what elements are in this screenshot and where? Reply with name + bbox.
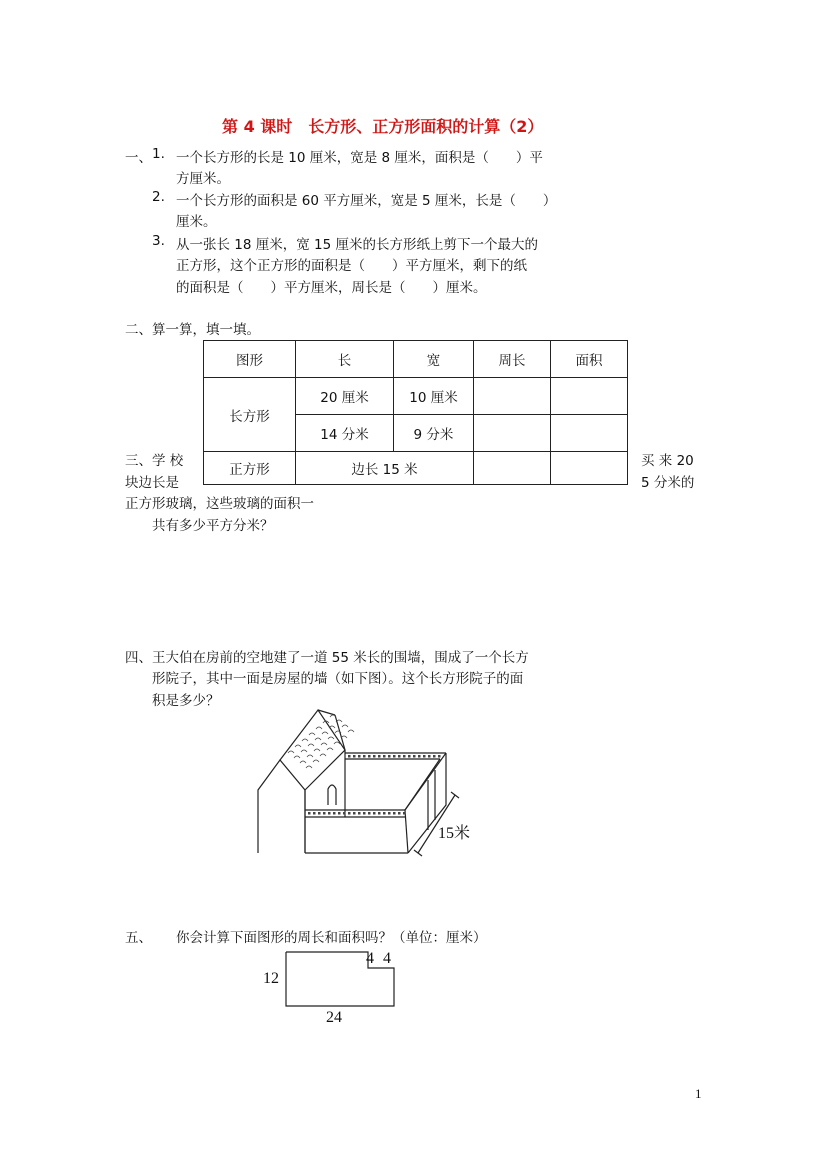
label-notch-height-4: 4 [383, 950, 391, 967]
q1-line1: 一个长方形的长是 10 厘米，宽是 8 厘米，面积是（ ）平 [176, 150, 543, 166]
q1-line2: 方厘米。 [176, 171, 230, 187]
q3-line3: 的面积是（ ）平方厘米，周长是（ ）厘米。 [176, 280, 487, 296]
label-notch-width-4: 4 [366, 950, 374, 967]
rect-label-cell: 长方形 [204, 378, 296, 452]
header-perimeter: 周长 [474, 341, 551, 378]
section2-heading: 二、算一算，填一填。 [125, 322, 260, 338]
page-title: 第 4 课时 长方形、正方形面积的计算（2） [222, 117, 544, 136]
header-area: 面积 [551, 341, 628, 378]
row2-width: 9 分米 [394, 415, 474, 452]
row1-length: 20 厘米 [296, 378, 394, 415]
label-width-24: 24 [326, 1009, 342, 1026]
section3-line3: 正方形玻璃，这些玻璃的面积一 [125, 496, 314, 512]
square-side-cell: 边长 15 米 [296, 452, 474, 485]
q2-line1: 一个长方形的面积是 60 平方厘米，宽是 5 厘米，长是（ ） [176, 193, 557, 209]
page-number: 1 [695, 1086, 702, 1101]
section4-line1: 四、王大伯在房前的空地建了一道 55 米长的围墙，围成了一个长方 [125, 650, 529, 666]
q2-number: 2. [152, 189, 165, 205]
header-shape: 图形 [204, 341, 296, 378]
section5-marker: 五、 [125, 930, 152, 946]
label-height-12: 12 [263, 970, 279, 987]
dimension-label-15m: 15米 [438, 825, 471, 842]
q3-number: 3. [152, 233, 165, 249]
row1-perimeter-blank[interactable] [474, 378, 551, 415]
section4-line3: 积是多少？ [152, 693, 220, 709]
q3-line2: 正方形，这个正方形的面积是（ ）平方厘米，剩下的纸 [176, 258, 527, 274]
square-label-cell: 正方形 [204, 452, 296, 485]
row1-area-blank[interactable] [551, 378, 628, 415]
section5-question: 你会计算下面图形的周长和面积吗？（单位：厘米） [176, 930, 487, 946]
section3-right1: 买 来 20 [641, 453, 694, 469]
header-width: 宽 [394, 341, 474, 378]
data-table [203, 340, 628, 485]
square-area-blank[interactable] [551, 452, 628, 485]
q1-number: 1. [152, 146, 165, 162]
section3-left2: 块边长是 [125, 475, 179, 491]
section3-left1: 三、学 校 [125, 453, 184, 469]
section3-right2: 5 分米的 [641, 475, 695, 491]
row2-area-blank[interactable] [551, 415, 628, 452]
row2-perimeter-blank[interactable] [474, 415, 551, 452]
notched-rectangle-figure [286, 952, 396, 1008]
q2-line2: 厘米。 [176, 214, 217, 230]
row2-length: 14 分米 [296, 415, 394, 452]
section1-marker: 一、 [125, 150, 152, 166]
row1-width: 10 厘米 [394, 378, 474, 415]
square-perimeter-blank[interactable] [474, 452, 551, 485]
section4-line2: 形院子，其中一面是房屋的墙（如下图）。这个长方形院子的面 [152, 671, 524, 687]
header-length: 长 [296, 341, 394, 378]
section3-line4: 共有多少平方分米？ [152, 518, 274, 534]
q3-line1: 从一张长 18 厘米，宽 15 厘米的长方形纸上剪下一个最大的 [176, 237, 539, 253]
